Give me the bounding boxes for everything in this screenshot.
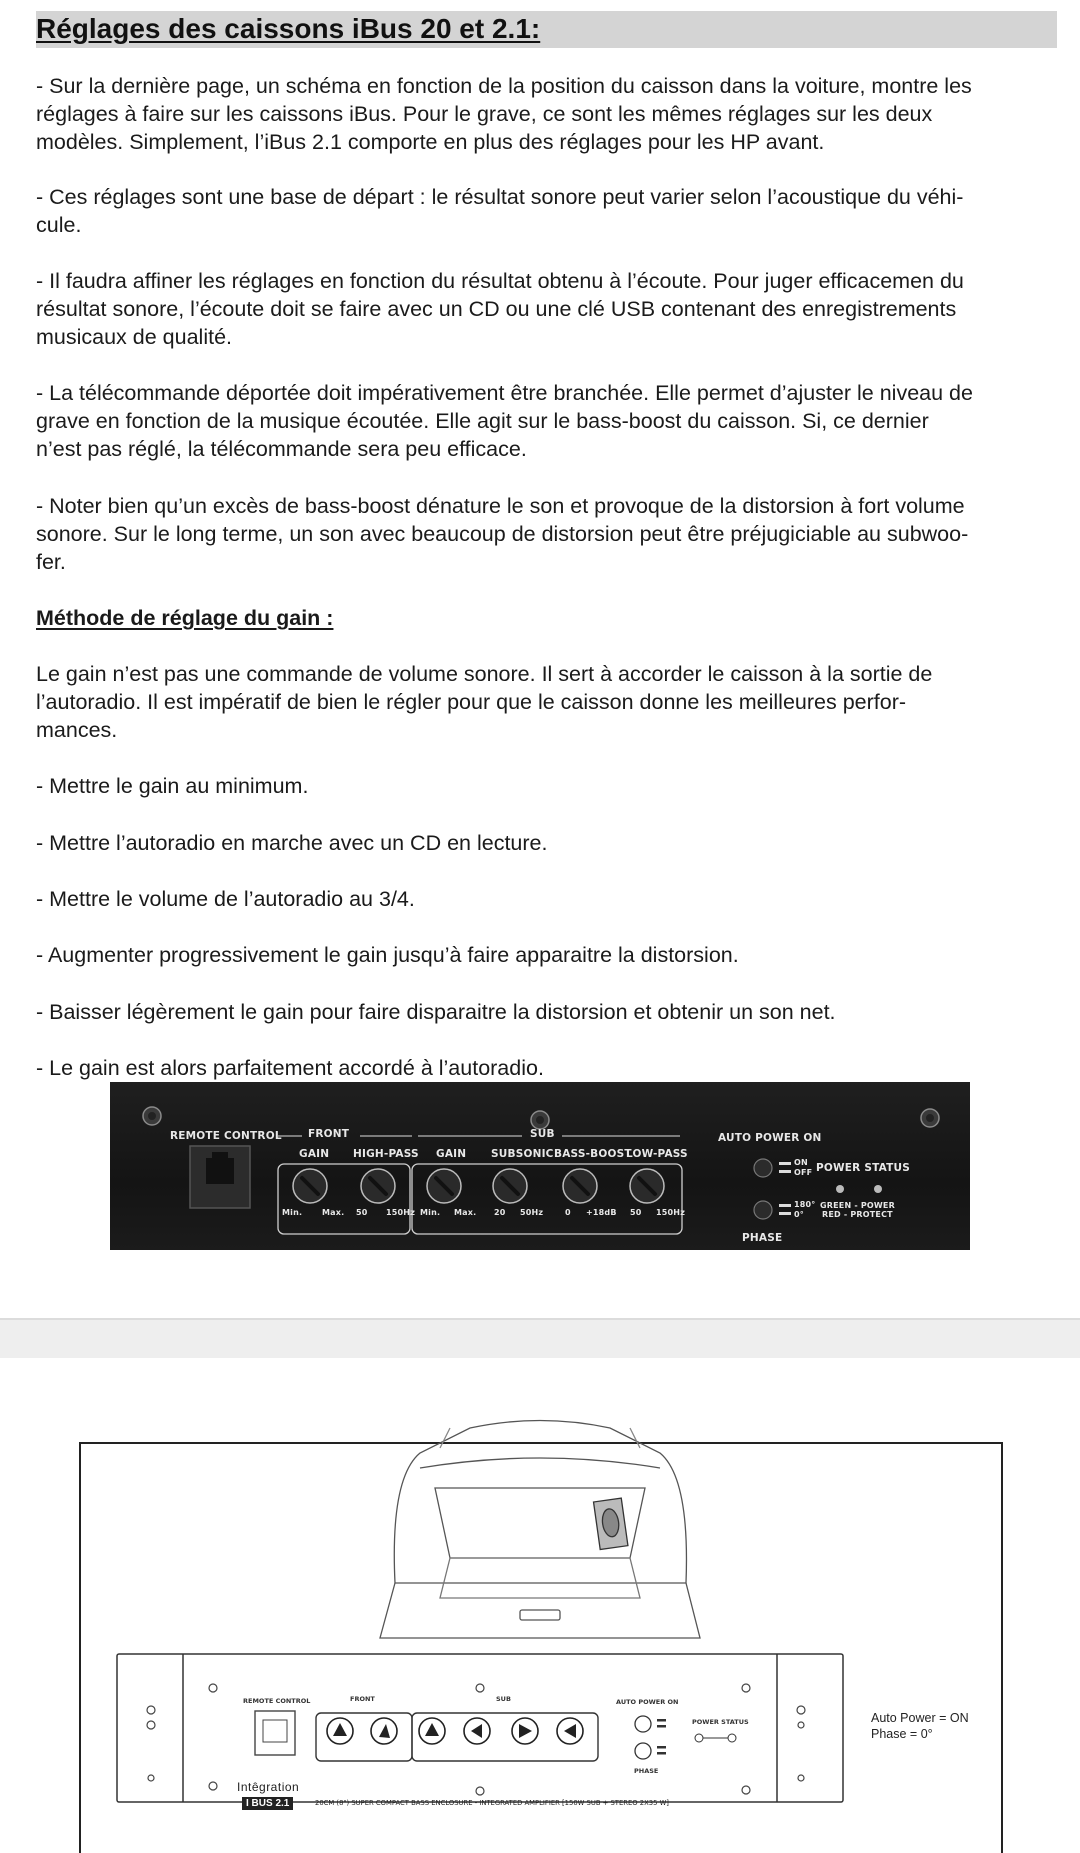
paragraph-line: modèles. Simplement, l’iBus 2.1 comporte en plus des réglages pour les HP avant. (36, 130, 825, 154)
paragraph-line: Le gain n’est pas une commande de volume sonore. Il sert à accorder le caisson à la sortie de (36, 662, 933, 686)
step-item: - Le gain est alors parfaitement accordé à l’autoradio. (36, 1056, 544, 1080)
scale-label: Max. (322, 1208, 345, 1217)
section-title: Réglages des caissons iBus 20 et 2.1: (36, 13, 541, 44)
paragraph-4 (36, 379, 1066, 463)
knob-label: LOW-PASS (626, 1148, 688, 1160)
scale-label: 50 (630, 1208, 642, 1217)
step-item: - Mettre le volume de l’autoradio au 3/4. (36, 887, 415, 911)
auto-power-on-label: AUTO POWER ON (718, 1132, 822, 1144)
paragraph-3 (36, 267, 1066, 351)
paragraph-line: - Il faudra affiner les réglages en fonction du résultat obtenu à l’écoute. Pour juger efficacemen du (36, 269, 964, 293)
paragraph-line: - Noter bien qu’un excès de bass-boost dénature le son et provoque de la distorsion à fort volume (36, 494, 965, 518)
paragraph-line: sonore. Sur le long terme, un son avec beaucoup de distorsion peut être préjugiciable au subwoo- (36, 522, 969, 546)
paragraph-line: mances. (36, 718, 118, 742)
schematic-power-status-label: POWER STATUS (692, 1718, 749, 1726)
paragraph-1 (36, 72, 1066, 156)
green-power-label: GREEN - POWER (820, 1201, 895, 1210)
model-description: 20CM (8") SUPER COMPACT BASS ENCLOSURE - INTEGRATED AMPLIFIER [150W SUB + STEREO 2X35 W] (315, 1799, 669, 1807)
section-title-bar (36, 11, 1057, 48)
paragraph-line: n’est pas réglé, la télécommande sera peu efficace. (36, 437, 527, 461)
schematic-auto-power-on-label: AUTO POWER ON (616, 1698, 679, 1706)
paragraph-line: réglages à faire sur les caissons iBus. Pour le grave, ce sont les mêmes réglages sur les deux (36, 102, 933, 126)
power-status-label: POWER STATUS (816, 1162, 910, 1174)
gain-intro-paragraph (36, 660, 1066, 744)
car-and-amplifier-schematic (0, 1358, 1080, 1853)
scale-label: Min. (282, 1208, 303, 1217)
page-separator (0, 1318, 1080, 1358)
scale-label: +18dB (586, 1208, 617, 1217)
step-item: - Baisser légèrement le gain pour faire disparaitre la distorsion et obtenir un son net. (36, 1000, 836, 1024)
scale-label: 0 (565, 1208, 571, 1217)
scale-label: 150Hz (386, 1208, 416, 1217)
schematic-front-label: FRONT (350, 1695, 375, 1703)
brand-logo-text: Intêgration (237, 1780, 300, 1794)
knob-label: GAIN (299, 1148, 330, 1160)
sub-label: SUB (530, 1128, 555, 1140)
knob-label: HIGH-PASS (353, 1148, 419, 1160)
phase-setting: Phase = 0° (871, 1727, 933, 1741)
scale-label: Max. (454, 1208, 477, 1217)
phase-180-label: 180° (794, 1200, 816, 1209)
paragraph-line: cule. (36, 213, 82, 237)
on-label: ON (794, 1158, 808, 1167)
scale-label: 20 (494, 1208, 506, 1217)
auto-power-setting: Auto Power = ON (871, 1711, 969, 1725)
paragraph-line: l’autoradio. Il est impératif de bien le régler pour que le caisson donne les meilleures perfor- (36, 690, 907, 714)
off-label: OFF (794, 1168, 813, 1177)
paragraph-5 (36, 492, 1066, 576)
schematic-remote-control-label: REMOTE CONTROL (243, 1697, 311, 1705)
scale-label: Min. (420, 1208, 441, 1217)
paragraph-line: fer. (36, 550, 66, 574)
knob-label: SUBSONIC (491, 1148, 554, 1160)
step-item: - Mettre l’autoradio en marche avec un CD en lecture. (36, 831, 548, 855)
phase-0-label: 0° (794, 1210, 804, 1219)
model-badge: I BUS 2.1 (242, 1797, 293, 1810)
paragraph-line: grave en fonction de la musique écoutée. Elle agit sur le bass-boost du caisson. Si, ce dernier (36, 409, 929, 433)
paragraph-line: - La télécommande déportée doit impérativement être branchée. Elle permet d’ajuster le niveau de (36, 381, 973, 405)
red-protect-label: RED - PROTECT (822, 1210, 893, 1219)
scale-label: 50Hz (520, 1208, 544, 1217)
settings-note (871, 1710, 969, 1742)
schematic-sub-label: SUB (496, 1695, 511, 1703)
paragraph-line: résultat sonore, l’écoute doit se faire avec un CD ou une clé USB contenant des enregistrements (36, 297, 957, 321)
paragraph-2 (36, 183, 1066, 239)
schematic-phase-label: PHASE (634, 1767, 659, 1775)
paragraph-line: musicaux de qualité. (36, 325, 232, 349)
scale-label: 150Hz (656, 1208, 686, 1217)
knob-label: GAIN (436, 1148, 467, 1160)
front-label: FRONT (308, 1128, 350, 1140)
remote-control-label: REMOTE CONTROL (170, 1130, 282, 1142)
gain-method-heading: Méthode de réglage du gain : (36, 606, 334, 630)
scale-label: 50 (356, 1208, 368, 1217)
knob-label: BASS-BOOST (554, 1148, 632, 1160)
step-item: - Augmenter progressivement le gain jusqu’à faire apparaitre la distorsion. (36, 943, 739, 967)
paragraph-line: - Ces réglages sont une base de départ : le résultat sonore peut varier selon l’acoustique du véhi- (36, 185, 964, 209)
phase-label: PHASE (742, 1232, 783, 1244)
amplifier-panel-photo (110, 1082, 970, 1250)
paragraph-line: - Sur la dernière page, un schéma en fonction de la position du caisson dans la voiture, montre les (36, 74, 972, 98)
step-item: - Mettre le gain au minimum. (36, 774, 309, 798)
